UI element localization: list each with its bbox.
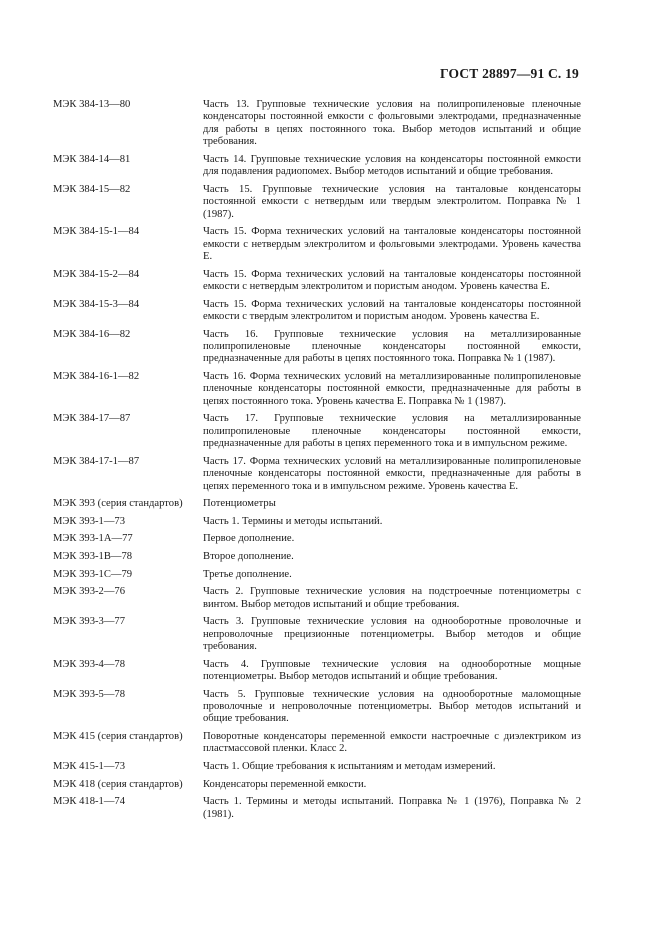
reference-entry — [53, 551, 581, 563]
reference-entry — [53, 516, 581, 528]
standard-code: МЭК 384-14—81 — [53, 153, 131, 165]
standard-description: Часть 15. Форма технических условий на танталовые конденсаторы постоянной емкости с твердым электролитом и пористым анодом. Уровень качества Е. — [203, 298, 581, 323]
reference-entry — [53, 184, 581, 221]
standard-description: Часть 2. Групповые технические условия на подстроечные потенциометры с винтом. Выбор методов испытаний и общие требования. — [203, 586, 581, 610]
standard-code: МЭК 418 (серия стандартов) — [53, 778, 183, 790]
reference-entry — [53, 299, 581, 324]
page-header: ГОСТ 28897—91 С. 19 — [440, 66, 579, 81]
reference-entry — [53, 731, 581, 756]
reference-entry — [53, 413, 581, 450]
standard-code: МЭК 415 (серия стандартов) — [53, 731, 183, 743]
standard-description: Часть 1. Общие требования к испытаниям и методам измерений. — [203, 761, 496, 773]
standard-code: МЭК 393-1—73 — [53, 515, 126, 527]
reference-entry — [53, 533, 581, 545]
standard-code: МЭК 393 (серия стандартов) — [53, 498, 183, 510]
standard-code: МЭК 384-15-2—84 — [53, 268, 140, 280]
standard-description: Часть 4. Групповые технические условия на однооборотные мощные потенциометры. Выбор методов испытаний и общие требования. — [203, 658, 581, 683]
standard-code: МЭК 384-17-1—87 — [53, 455, 140, 467]
standard-description: Часть 13. Групповые технические условия на полипропиленовые пленочные конденсаторы постоянной емкости с фольговыми электродами, предназначенные для работы в цепях постоянного тока. Выбор методов испытаний и общие требования. — [203, 99, 581, 148]
standard-code: МЭК 393-1А—77 — [53, 533, 133, 545]
standard-description: Часть 1. Термины и методы испытаний. — [203, 515, 383, 527]
reference-entry — [53, 329, 581, 366]
reference-entry — [53, 796, 581, 821]
reference-entry — [53, 269, 581, 294]
standard-code: МЭК 393-3—77 — [53, 616, 126, 628]
standard-code: МЭК 418-1—74 — [53, 796, 126, 808]
standard-code: МЭК 393-2—76 — [53, 586, 126, 598]
standard-description: Часть 17. Форма технических условий на металлизированные полипропиленовые пленочные конденсаторы постоянной емкости, предназначенные для работы в цепях переменного тока и в импульсном режиме. Уровень качества Е. — [203, 455, 581, 492]
standard-description: Часть 15. Форма технических условий на танталовые конденсаторы постоянной емкости с нетвердым электролитом и фольговыми электродами. Уровень качества Е. — [203, 226, 581, 263]
standard-code: МЭК 415-1—73 — [53, 761, 126, 773]
standard-description: Второе дополнение. — [203, 551, 294, 563]
standard-code: МЭК 384-16—82 — [53, 328, 131, 340]
standard-description: Конденсаторы переменной емкости. — [203, 778, 367, 790]
standard-code: МЭК 393-1С—79 — [53, 568, 133, 580]
reference-entry — [53, 616, 581, 653]
reference-entry — [53, 761, 581, 773]
standard-code: МЭК 384-15-1—84 — [53, 226, 140, 238]
standard-description: Часть 17. Групповые технические условия на металлизированные полипропиленовые пленочные конденсаторы постоянной емкости, предназначенные для работы в цепях переменного тока и в импульсном режиме. — [203, 413, 581, 450]
standard-description: Часть 1. Термины и методы испытаний. Поправка № 1 (1976), Поправка № 2 (1981). — [203, 796, 581, 820]
standard-description: Первое дополнение. — [203, 533, 295, 545]
reference-entry — [53, 371, 581, 408]
reference-entry — [53, 99, 581, 149]
reference-entry — [53, 689, 581, 726]
standard-description: Часть 3. Групповые технические условия на однооборотные проволочные и непроволочные прецизионные потенциометры. Выбор методов и общие требования. — [203, 616, 581, 653]
standard-description: Часть 15. Групповые технические условия на танталовые конденсаторы постоянной емкости с нетвердым или твердым электролитом. Поправка № 1 (1987). — [203, 183, 581, 220]
standard-description: Третье дополнение. — [203, 568, 292, 580]
reference-entry — [53, 586, 581, 611]
standard-description: Поворотные конденсаторы переменной емкости настроечные с диэлектриком из пластмассовой пленки. Класс 2. — [203, 731, 581, 755]
standard-code: МЭК 384-15—82 — [53, 183, 131, 195]
standard-code: МЭК 384-13—80 — [53, 99, 131, 110]
reference-entry — [53, 226, 581, 263]
reference-entry — [53, 569, 581, 581]
standard-code: МЭК 393-5—78 — [53, 688, 126, 700]
standard-description: Часть 15. Форма технических условий на танталовые конденсаторы постоянной емкости с нетвердым электролитом и пористым анодом. Уровень качества Е. — [203, 268, 581, 293]
standard-code: МЭК 393-1В—78 — [53, 551, 133, 563]
standard-code: МЭК 393-4—78 — [53, 658, 126, 670]
reference-list — [53, 99, 581, 826]
reference-entry — [53, 779, 581, 791]
reference-entry — [53, 154, 581, 179]
standard-description: Часть 16. Форма технических условий на металлизированные полипропиленовые пленочные конденсаторы постоянной емкости, предназначенные для работы в цепях постоянного тока. Уровень качества Е. Поправка № 1 (1987). — [203, 371, 581, 407]
standard-description: Потенциометры — [203, 498, 276, 510]
standard-code: МЭК 384-16-1—82 — [53, 371, 140, 383]
reference-entry — [53, 498, 581, 510]
reference-entry — [53, 659, 581, 684]
standard-description: Часть 16. Групповые технические условия на металлизированные полипропиленовые пленочные конденсаторы постоянной емкости, предназначенные для работы в цепях постоянного тока. Поправка № 1 (1987). — [203, 328, 581, 365]
standard-code: МЭК 384-15-3—84 — [53, 298, 140, 310]
standard-code: МЭК 384-17—87 — [53, 413, 131, 425]
standard-description: Часть 5. Групповые технические условия на однооборотные маломощные проволочные и непроволочные потенциометры. Выбор методов испытаний и общие требования. — [203, 688, 581, 725]
standard-description: Часть 14. Групповые технические условия на конденсаторы постоянной емкости для подавления радиопомех. Выбор методов испытаний и общие требования. — [203, 153, 581, 178]
reference-entry — [53, 456, 581, 493]
